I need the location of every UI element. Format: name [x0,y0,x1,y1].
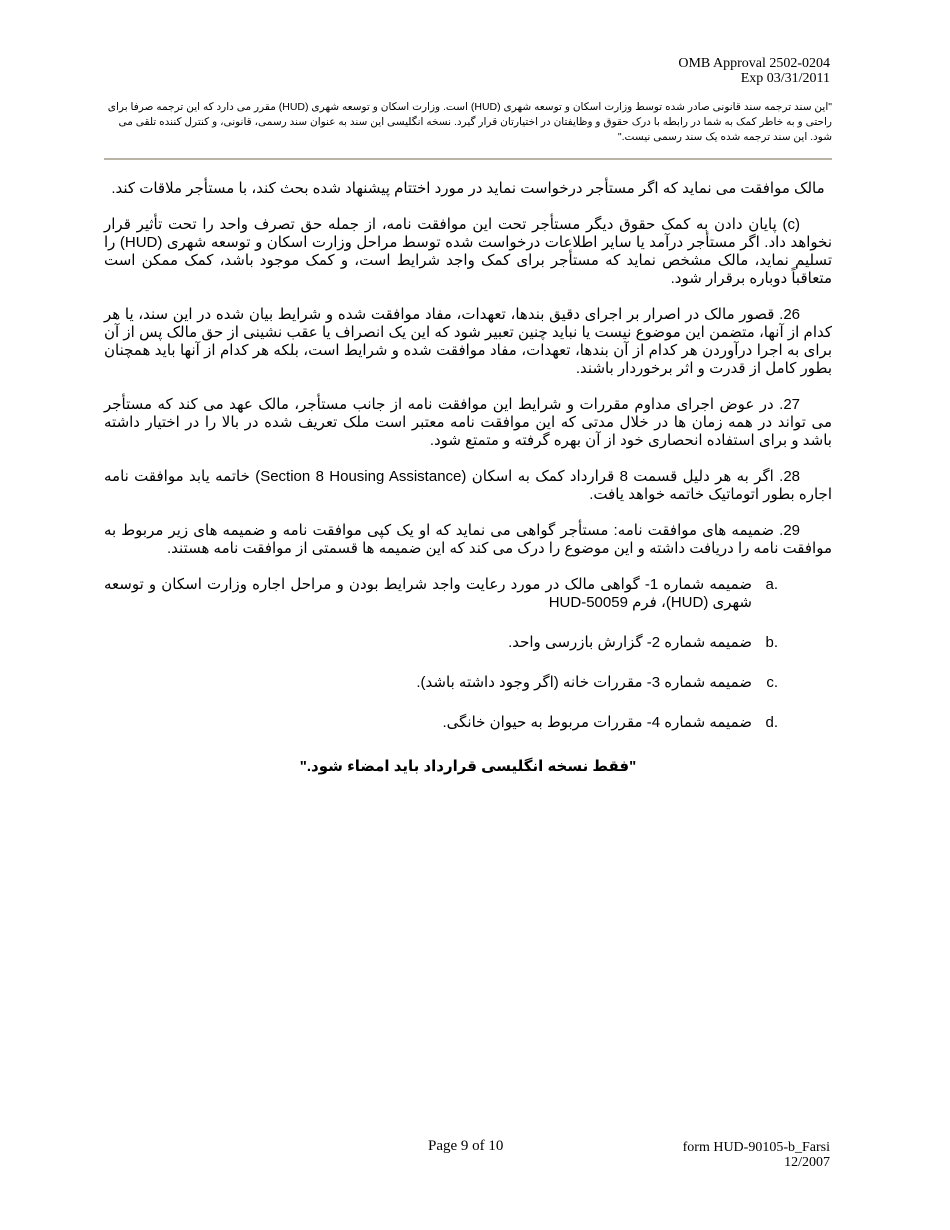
closing-note: "فقط نسخه انگلیسی قرارداد باید امضاء شود." [299,758,637,775]
attachment-item [104,714,832,732]
attachment-item [104,576,832,612]
attachment-text: ضمیمه شماره 4- مقررات مربوط به حیوان خانگی. [442,714,752,731]
document-body [104,180,832,776]
paragraph-intro: مالک موافقت می نماید که اگر مستأجر درخواست نماید در مورد اختتام پیشنهاد شده بحث کند، با مستأجر ملاقات کند. [111,180,825,197]
omb-approval-number: OMB Approval 2502-0204 [678,56,830,71]
omb-expiration: Exp 03/31/2011 [740,71,830,86]
omb-approval-block [678,56,830,86]
attachment-marker: .d [765,714,778,731]
attachment-text: ضمیمه شماره 2- گزارش بازرسی واحد. [508,634,752,651]
attachment-marker: .c [766,674,778,691]
attachment-marker: .b [765,634,778,651]
page-number: Page 9 of 10 [428,1138,504,1154]
paragraph-27: 27. در عوض اجرای مداوم مقررات و شرایط این موافقت نامه از جانب مستأجر، مالک عهد می کند که مستأجر می تواند در همه زمان ها در خلال مدتی که این موافقت نامه معتبر است ملک تعریف شده در بالا را در اختیار داشته باشد و برای استفاده انحصاری خود از آن بهره گرفته و متمتع شود. [104,396,832,449]
paragraph-28: 28. اگر به هر دلیل قسمت 8 قرارداد کمک به اسکان (Section 8 Housing Assistance) خاتمه یابد موافقت نامه اجاره بطور اتوماتیک خاتمه خواهد یافت. [104,468,832,503]
translation-disclaimer: "این سند ترجمه سند قانونی صادر شده توسط وزارت اسکان و توسعه شهری (HUD) است. وزارت اسکان و توسعه شهری (HUD) مقرر می دارد که این ترجمه صرفا برای راحتی و به خاطر کمک به شما در رابطه با درک حقوق و وظایفتان در اختیارتان قرار گیرد. نسخه انگلیسی این سند به عنوان سند رسمی، قانونی، و کنترل کننده تلقی می شود. این سند ترجمه شده یک سند رسمی نیست." [107,101,832,143]
attachment-marker: .a [765,576,778,593]
form-identifier-block [683,1140,830,1170]
attachments-list [104,576,832,732]
paragraph-26: 26. قصور مالک در اصرار بر اجرای دقیق بندها، تعهدات، مفاد موافقت شده و شرایط بیان شده در این سند، یا هر کدام از آنها، متضمن این موضوع نیست یا نباید چنین تعبیر شود که این یک انصراف یا عقب نشینی از حق مالک پس از آن برای به اجرا درآوردن هر کدام از آن بندها، تعهدات، مفاد موافقت شده و شرایط است، بلکه هر کدام از آنها باید همچنان بطور کامل از قدرت و اثر برخوردار باشند. [104,306,832,377]
attachment-item [104,634,832,652]
attachment-text: ضمیمه شماره 1- گواهی مالک در مورد رعایت واجد شرایط بودن و مراحل اجاره وزارت اسکان و توسعه شهری (HUD)، فرم HUD-50059 [104,576,752,611]
form-number: form HUD-90105-b_Farsi [682,1140,830,1155]
attachment-text: ضمیمه شماره 3- مقررات خانه (اگر وجود داشته باشد). [416,674,752,691]
form-date: 12/2007 [784,1155,830,1170]
attachment-item [104,674,832,692]
paragraph-c: (c) پایان دادن به کمک حقوق دیگر مستأجر تحت این موافقت نامه، از جمله حق تصرف واحد را تحت تأثیر قرار نخواهد داد. اگر مستأجر درآمد یا سایر اطلاعات درخواست شده توسط مراحل وزارت اسکان و توسعه شهری (HUD) را تسلیم نماید، مالک مشخص نماید که مستأجر برای کمک واجد شرایط است، و کمک موجود باشد، کمک ممکن است متعاقباً دوباره برقرار شود. [104,216,833,287]
header-divider [104,158,832,160]
paragraph-29: 29. ضمیمه های موافقت نامه: مستأجر گواهی می نماید که او یک کپی موافقت نامه و ضمیمه های زیر مربوط به موافقت نامه را دریافت داشته و این موضوع را درک می کند که این ضمیمه ها قسمتی از موافقت نامه هستند. [104,522,832,557]
